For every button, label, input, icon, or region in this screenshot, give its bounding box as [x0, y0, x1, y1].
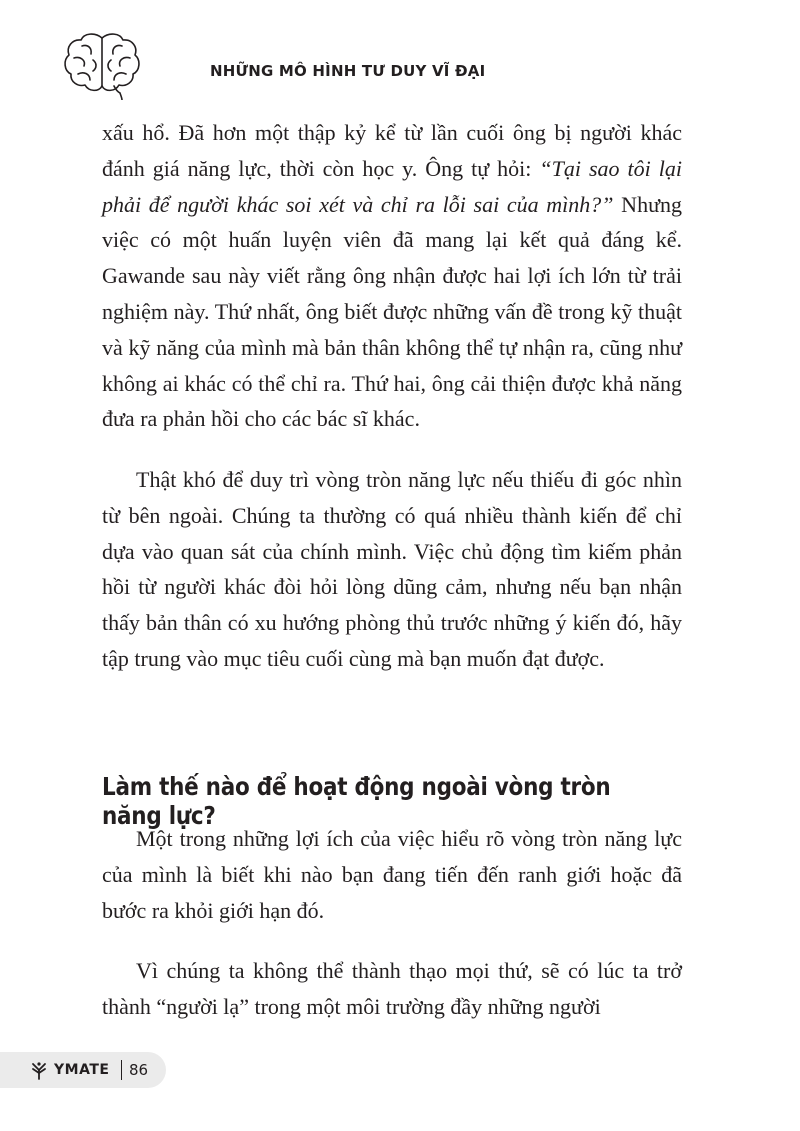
italic-quote: “Tại sao tôi lại phải để người khác soi xét và chỉ ra lỗi sai của mình?”: [102, 155, 683, 217]
body-paragraph: Thật khó để duy trì vòng tròn năng lực nếu thiếu đi góc nhìn từ bên ngoài. Chúng ta thường có quá nhiều thành kiến để chỉ dựa vào quan sát của chính mình. Việc chủ động tìm kiếm phản hồi từ người khác đòi hỏi lòng dũng cảm, nhưng nếu bạn nhận thấy bản thân có xu hướng phòng thủ trước những ý kiến đó, hãy tập trung vào mục tiêu cuối cùng mà bạn muốn đạt được.: [102, 467, 682, 671]
body-paragraph: Vì chúng ta không thể thành thạo mọi thứ, sẽ có lúc ta trở thành “người lạ” trong một môi trường đầy những người: [102, 958, 682, 1019]
footer-divider: [121, 1060, 122, 1080]
brain-icon: [62, 30, 142, 100]
page-number: 86: [129, 1061, 149, 1079]
section-heading: Làm thế nào để hoạt động ngoài vòng tròn năng lực?: [102, 772, 611, 830]
running-header-title: NHỮNG MÔ HÌNH TƯ DUY VĨ ĐẠI: [210, 62, 486, 80]
body-paragraph: Một trong những lợi ích của việc hiểu rõ vòng tròn năng lực của mình là biết khi nào bạn đang tiến đến ranh giới hoặc đã bước ra khỏi giới hạn đó.: [102, 826, 682, 923]
ymate-logo-icon: [30, 1060, 48, 1080]
page-footer: [0, 1052, 166, 1088]
paragraph-text-before-quote: xấu hổ. Đã hơn một thập kỷ kể từ lần cuối ông bị người khác đánh giá năng lực, thời còn học y. Ông tự hỏi:: [102, 120, 682, 181]
paragraph-text-after-quote: Nhưng việc có một huấn luyện viên đã mang lại kết quả đáng kể. Gawande sau này viết rằng ông nhận được hai lợi ích lớn từ trải nghiệm này. Thứ nhất, ông biết được những vấn đề trong kỹ thuật và kỹ năng của mình mà bản thân không thể tự nhận ra, cũng như không ai khác có thể chỉ ra. Thứ hai, ông cải thiện được khả năng đưa ra phản hồi cho các bác sĩ khác.: [102, 191, 682, 432]
footer-brand: YMATE: [54, 1062, 110, 1078]
body-paragraph: [102, 115, 682, 437]
page-header: [62, 30, 762, 100]
